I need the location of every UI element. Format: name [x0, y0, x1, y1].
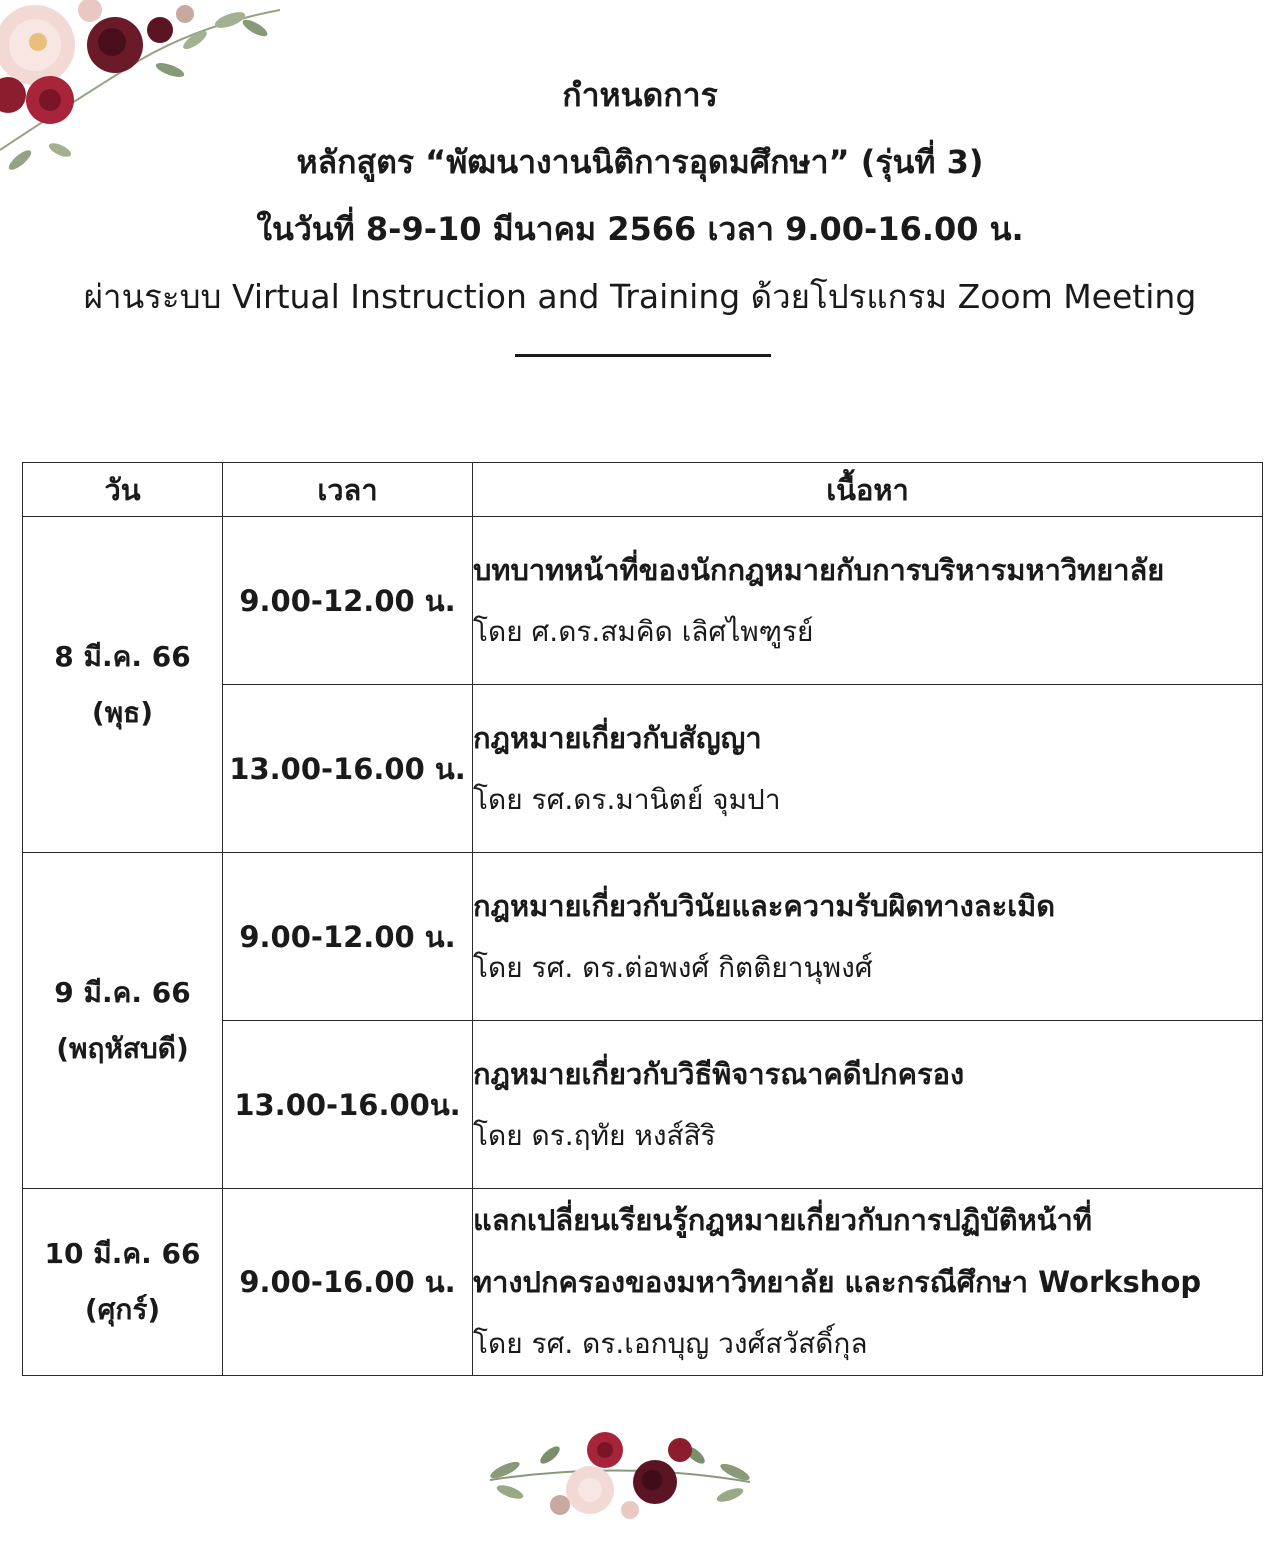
table-row — [23, 853, 1263, 1021]
day-weekday: (พุธ) — [91, 695, 154, 729]
session-topic-continued: ทางปกครองของมหาวิทยาลัย และกรณีศึกษา Workshop — [473, 1265, 1202, 1299]
day-cell — [23, 517, 223, 853]
session-speaker: โดย รศ. ดร.เอกบุญ วงศ์สวัสดิ์กุล — [473, 1327, 868, 1360]
schedule-table — [22, 462, 1263, 1376]
day-cell — [23, 853, 223, 1189]
day-cell — [23, 1189, 223, 1376]
day-date: 9 มี.ค. 66 — [54, 975, 191, 1009]
content-cell — [473, 685, 1263, 853]
time-cell: 9.00-16.00 น. — [223, 1189, 473, 1376]
course-title: หลักสูตร “พัฒนางานนิติการอุดมศึกษา” (รุ่นที่ 3) — [296, 143, 984, 181]
day-weekday: (พฤหัสบดี) — [56, 1031, 189, 1065]
date-time-line: ในวันที่ 8-9-10 มีนาคม 2566 เวลา 9.00-16.00 น. — [256, 210, 1024, 248]
content-cell — [473, 853, 1263, 1021]
time-cell: 13.00-16.00 น. — [223, 685, 473, 853]
content-cell — [473, 1189, 1263, 1376]
content-cell — [473, 1021, 1263, 1189]
content-cell — [473, 517, 1263, 685]
column-header-content: เนื้อหา — [473, 463, 1263, 517]
day-weekday: (ศุกร์) — [84, 1293, 161, 1326]
session-speaker: โดย ศ.ดร.สมคิด เลิศไพฑูรย์ — [473, 614, 814, 648]
session-topic: กฎหมายเกี่ยวกับวิธีพิจารณาคดีปกครอง — [473, 1056, 965, 1091]
time-cell: 9.00-12.00 น. — [223, 517, 473, 685]
day-date: 8 มี.ค. 66 — [54, 639, 191, 673]
session-speaker: โดย รศ.ดร.มานิตย์ จุมปา — [473, 782, 781, 816]
table-row — [23, 517, 1263, 685]
session-topic: บทบาทหน้าที่ของนักกฎหมายกับการบริหารมหาวิทยาลัย — [473, 552, 1165, 587]
column-header-day: วัน — [23, 463, 223, 517]
session-topic: กฎหมายเกี่ยวกับสัญญา — [473, 720, 762, 755]
session-speaker: โดย รศ. ดร.ต่อพงศ์ กิตติยานุพงศ์ — [473, 950, 873, 984]
table-row — [23, 1189, 1263, 1376]
session-topic: กฎหมายเกี่ยวกับวินัยและความรับผิดทางละเมิด — [473, 888, 1056, 923]
time-cell: 13.00-16.00น. — [223, 1021, 473, 1189]
column-header-time: เวลา — [223, 463, 473, 517]
header-divider — [515, 354, 771, 357]
document-header — [0, 62, 1280, 330]
session-speaker: โดย ดร.ฤทัย หงส์สิริ — [473, 1118, 716, 1152]
day-date: 10 มี.ค. 66 — [44, 1237, 201, 1270]
document-title: กำหนดการ — [562, 76, 718, 114]
platform-line: ผ่านระบบ Virtual Instruction and Training ด้วยโปรแกรม Zoom Meeting — [83, 277, 1197, 316]
floral-bottom-decoration — [480, 1410, 760, 1530]
table-header-row — [23, 463, 1263, 517]
time-cell: 9.00-12.00 น. — [223, 853, 473, 1021]
session-topic: แลกเปลี่ยนเรียนรู้กฎหมายเกี่ยวกับการปฏิบัติหน้าที่ — [473, 1203, 1092, 1237]
